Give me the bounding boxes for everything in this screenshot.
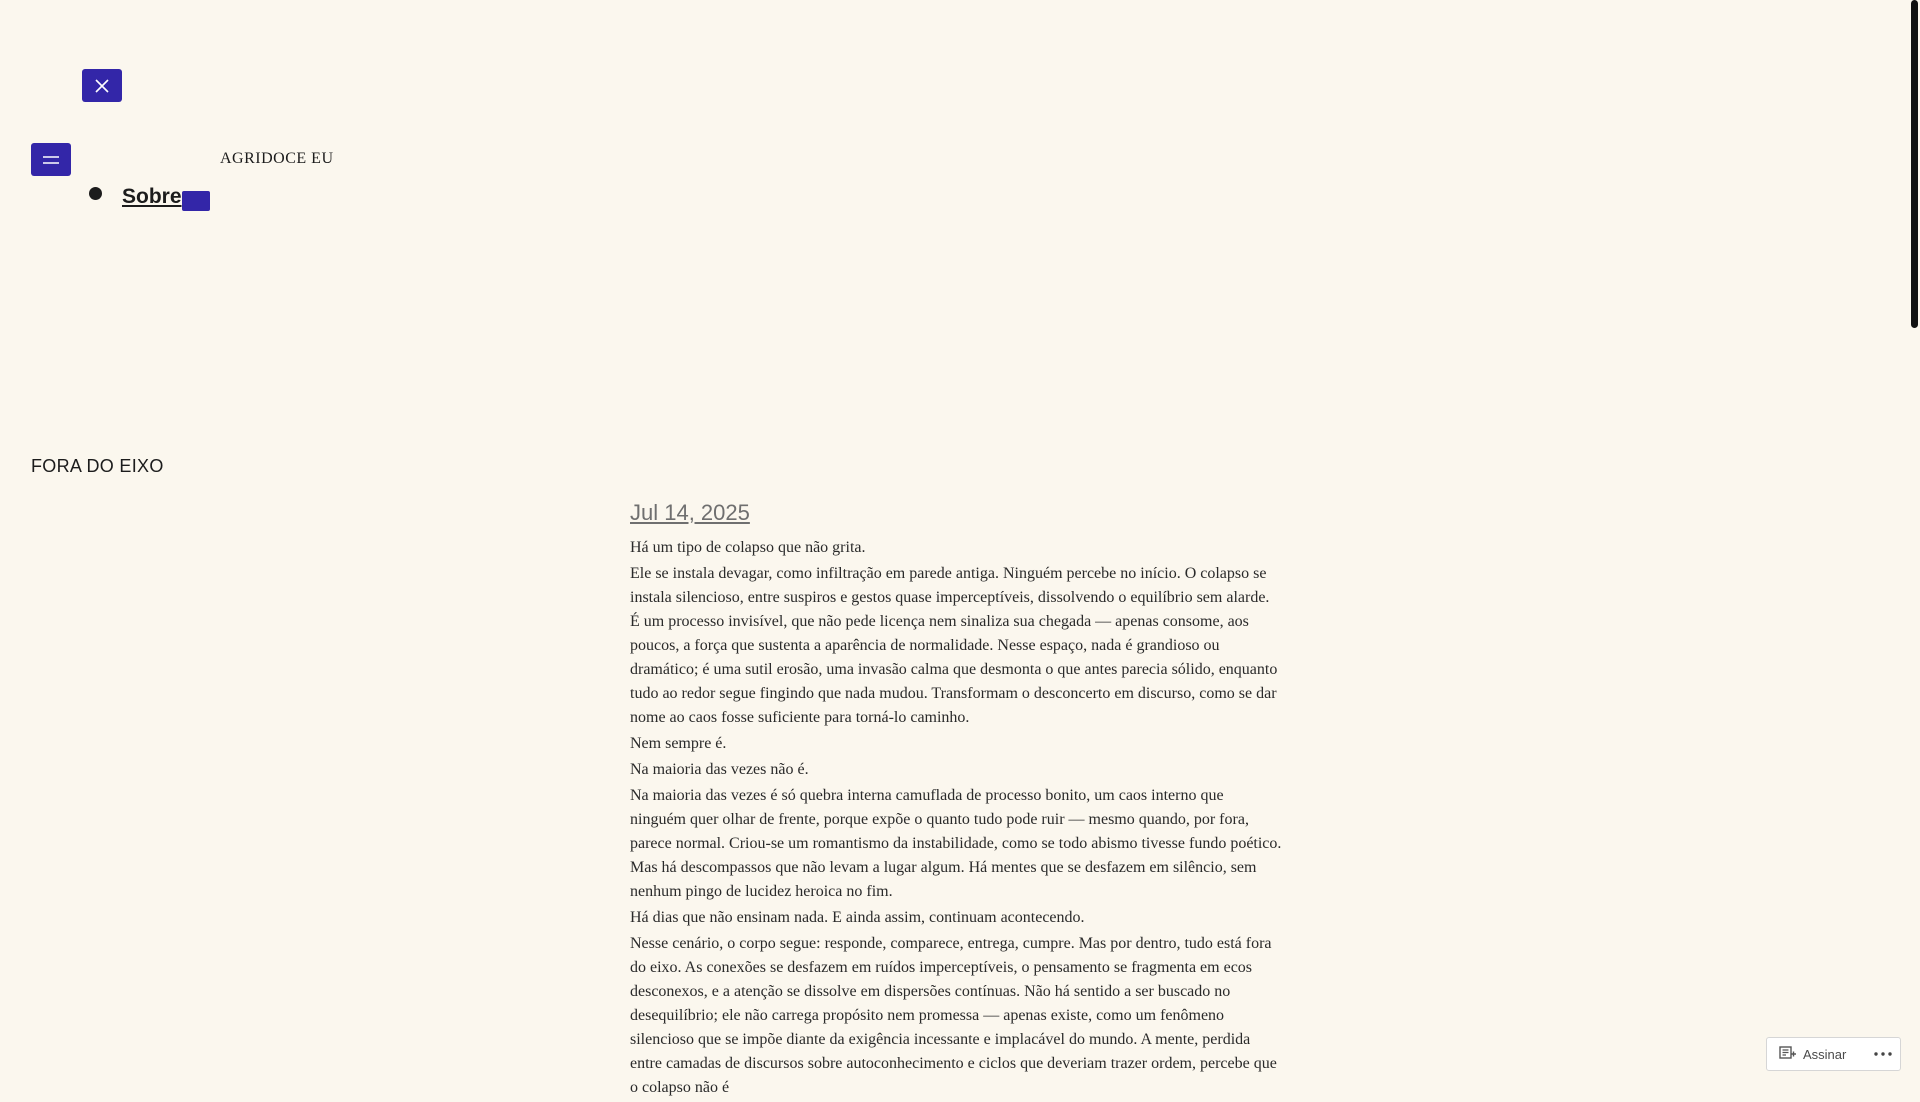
post-paragraph: Na maioria das vezes é só quebra interna camuflada de processo bonito, um caos interno que ninguém quer olhar de frente, porque expõe o quanto tudo pode ruir — mesmo quando, por fora, parece normal. Criou-se um romantismo da instabilidade, como se todo abismo tivesse fundo poético. Mas há descompassos que não levam a lugar algum. Há mentes que se desfazem em silêncio, sem nenhum pingo de lucidez heroica no fim. (630, 787, 1282, 900)
post-date-link[interactable]: Jul 14, 2025 (630, 500, 750, 525)
post-paragraph: Ele se instala devagar, como infiltração em parede antiga. Ninguém percebe no início. O colapso se instala silencioso, entre suspiros e gestos quase imperceptíveis, dissolvendo o equilíbrio sem alarde. É um processo invisível, que não pede licença nem sinaliza sua chegada — apenas consome, aos poucos, a força que sustenta a aparência de normalidade. Nesse espaço, nada é grandioso ou dramático; é uma sutil erosão, uma invasão calma que desmonta o que antes parecia sólido, enquanto tudo ao redor segue fingindo que nada mudou. Transformam o desconcerto em discurso, como se dar nome ao caos fosse suficiente para torná-lo caminho. (630, 565, 1278, 726)
submenu-toggle-button[interactable] (182, 191, 210, 211)
site-title[interactable]: AGRIDOCE EU (220, 150, 334, 167)
post-article (630, 500, 1282, 1102)
subscribe-label: Assinar (1803, 1046, 1847, 1062)
post-paragraph: Nem sempre é. (630, 735, 727, 752)
ellipsis-icon (1874, 1052, 1892, 1056)
post-paragraph: Na maioria das vezes não é. (630, 761, 809, 778)
close-icon (94, 78, 110, 94)
subscribe-button[interactable] (1767, 1038, 1854, 1070)
more-options-button[interactable] (1866, 1038, 1900, 1070)
category-title: FORA DO EIXO (31, 456, 164, 476)
post-paragraph: Há um tipo de colapso que não grita. (630, 539, 866, 556)
scrollbar-thumb[interactable] (1911, 0, 1918, 328)
nav-item-sobre[interactable]: Sobre (122, 185, 182, 208)
post-paragraph: Há dias que não ensinam nada. E ainda assim, continuam acontecendo. (630, 909, 1085, 926)
post-paragraph: Nesse cenário, o corpo segue: responde, comparece, entrega, cumpre. Mas por dentro, tudo está fora do eixo. As conexões se desfazem em ruídos imperceptíveis, o pensamento se fragmenta em ecos desconexos, e a atenção se dissolve em dispersões contínuas. Não há sentido a ser buscado no desequilíbrio; ele não carrega propósito nem promessa — apenas existe, como um fenômeno silencioso que se impõe diante da exigência incessante e implacável do mundo. A mente, perdida entre camadas de discursos sobre autoconhecimento e ciclos que deveriam trazer ordem, percebe que o colapso não é (630, 935, 1277, 1096)
hamburger-icon (42, 155, 60, 165)
subscribe-bar (1766, 1037, 1901, 1071)
open-menu-button[interactable] (31, 143, 71, 176)
scrollbar-track[interactable] (1910, 0, 1920, 1080)
reader-icon (1779, 1046, 1797, 1062)
close-menu-button[interactable] (82, 69, 122, 102)
nav-bullet (89, 187, 102, 200)
